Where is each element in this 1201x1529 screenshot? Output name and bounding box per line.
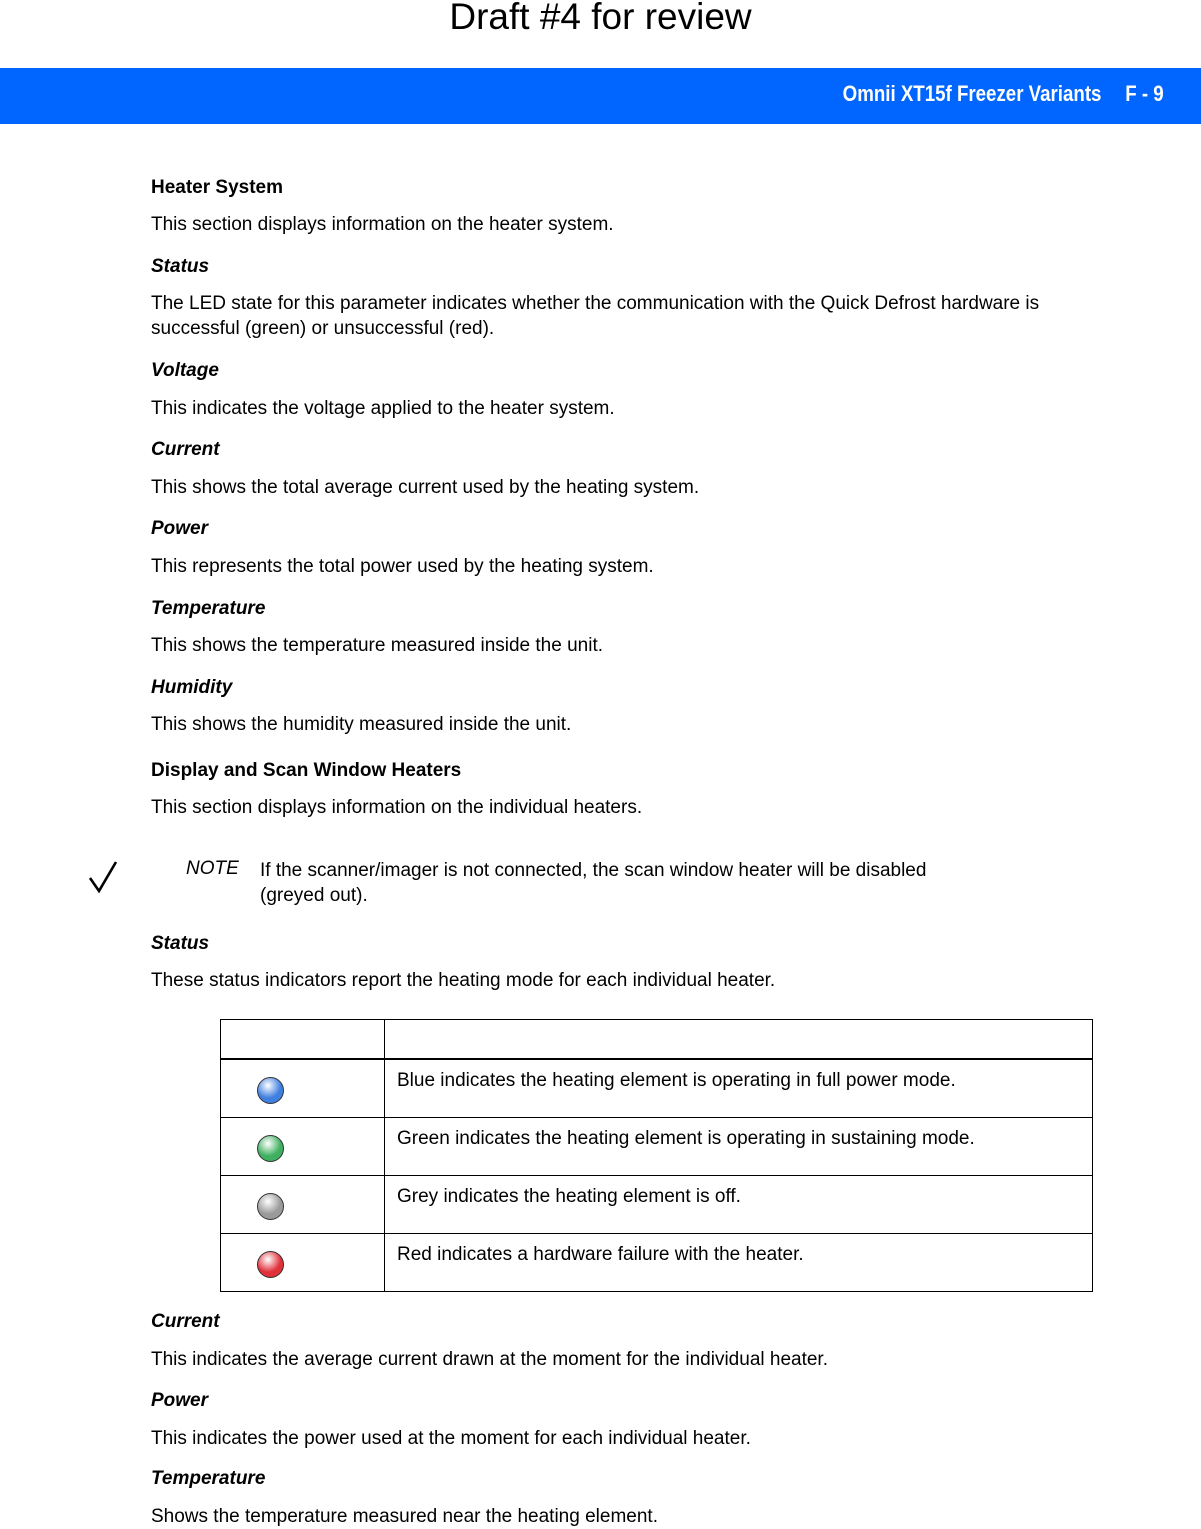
- power-text: This represents the total power used by the heating system.: [151, 556, 654, 577]
- heater-power-label: Power: [151, 1390, 209, 1411]
- heater-system-intro: This section displays information on the heater system.: [151, 214, 614, 235]
- note-text: [260, 858, 1020, 908]
- status-label: Status: [151, 256, 210, 277]
- led-cell: [221, 1118, 385, 1176]
- led-cell: [221, 1234, 385, 1292]
- heater-temperature-text: Shows the temperature measured near the heating element.: [151, 1506, 658, 1527]
- humidity-text: This shows the humidity measured inside the unit.: [151, 714, 572, 735]
- heater-status-table: [220, 1019, 1093, 1292]
- note-label: NOTE: [186, 858, 239, 879]
- led-cell: [221, 1176, 385, 1234]
- heater-power-text: This indicates the power used at the moment for each individual heater.: [151, 1428, 751, 1449]
- table-row: [221, 1118, 1093, 1176]
- table-header-description: [385, 1020, 1093, 1060]
- status-text-line1: The LED state for this parameter indicates whether the communication with the Quick Defrost hardware is: [151, 293, 1040, 314]
- heater-status-label: Status: [151, 933, 210, 954]
- status-text-line2: successful (green) or unsuccessful (red).: [151, 318, 495, 339]
- green-led-icon: [257, 1135, 284, 1162]
- red-led-icon: [257, 1251, 284, 1278]
- heater-status-text: These status indicators report the heating mode for each individual heater.: [151, 970, 776, 991]
- note-text-line1: If the scanner/imager is not connected, the scan window heater will be disabled: [260, 860, 927, 881]
- led-description: Green indicates the heating element is operating in sustaining mode.: [385, 1118, 1093, 1176]
- humidity-label: Humidity: [151, 677, 233, 698]
- led-description: Red indicates a hardware failure with the heater.: [385, 1234, 1093, 1292]
- heater-temperature-label: Temperature: [151, 1468, 266, 1489]
- heater-current-label: Current: [151, 1311, 220, 1332]
- grey-led-icon: [257, 1193, 284, 1220]
- display-heaters-heading: Display and Scan Window Heaters: [151, 760, 462, 781]
- note-text-line2: (greyed out).: [260, 885, 368, 906]
- chapter-title: Omnii XT15f Freezer Variants: [842, 81, 1102, 106]
- table-row: [221, 1176, 1093, 1234]
- voltage-text: This indicates the voltage applied to the heater system.: [151, 398, 615, 419]
- page-header: [843, 68, 1164, 124]
- page-header-bar: [0, 68, 1201, 124]
- table-header-icon: [221, 1020, 385, 1060]
- page-number: F - 9: [1125, 81, 1164, 106]
- blue-led-icon: [257, 1077, 284, 1104]
- heater-current-text: This indicates the average current drawn at the moment for the individual heater.: [151, 1349, 828, 1370]
- temperature-text: This shows the temperature measured inside the unit.: [151, 635, 604, 656]
- table-header-row: [221, 1020, 1093, 1060]
- led-cell: [221, 1059, 385, 1118]
- table-row: [221, 1059, 1093, 1118]
- checkmark-icon: [88, 860, 118, 894]
- current-label: Current: [151, 439, 220, 460]
- temperature-label: Temperature: [151, 598, 266, 619]
- draft-watermark: Draft #4 for review: [449, 0, 752, 37]
- current-text: This shows the total average current used by the heating system.: [151, 477, 700, 498]
- display-heaters-intro: This section displays information on the individual heaters.: [151, 797, 643, 818]
- led-description: Grey indicates the heating element is off.: [385, 1176, 1093, 1234]
- power-label: Power: [151, 518, 209, 539]
- led-description: Blue indicates the heating element is operating in full power mode.: [385, 1059, 1093, 1118]
- heater-system-heading: Heater System: [151, 177, 284, 198]
- table-row: [221, 1234, 1093, 1292]
- voltage-label: Voltage: [151, 360, 219, 381]
